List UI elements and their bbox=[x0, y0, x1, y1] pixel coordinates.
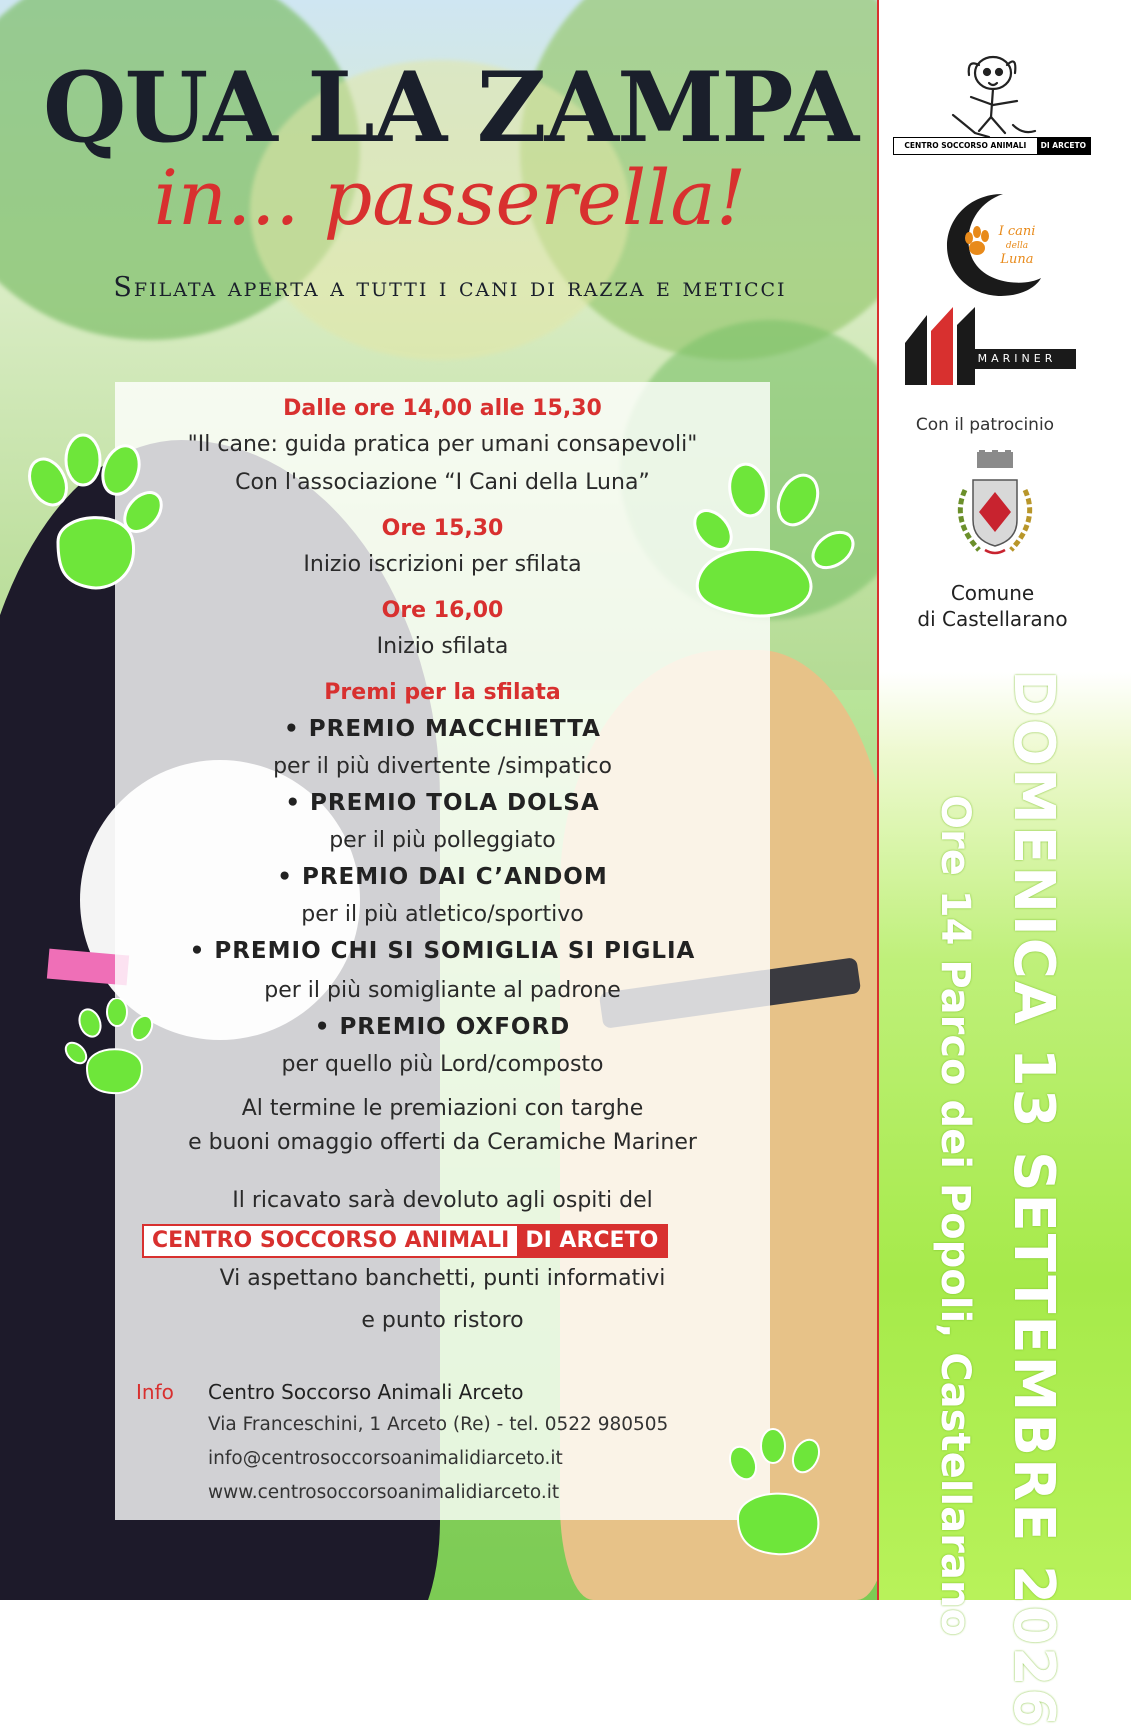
centro-badge-main: CENTRO SOCCORSO ANIMALI bbox=[144, 1226, 517, 1256]
closing-line3: Il ricavato sarà devoluto agli ospiti del bbox=[232, 1188, 653, 1213]
closing-line5: e punto ristoro bbox=[361, 1308, 524, 1333]
prizes-heading: Premi per la sfilata bbox=[324, 680, 561, 705]
poster-subtitle: in... passerella! bbox=[153, 153, 747, 242]
closing-line4: Vi aspettano banchetti, punti informativi bbox=[219, 1266, 666, 1291]
event-place: Ore 14 Parco dei Popoli, Castellarano bbox=[932, 795, 978, 1636]
patrocinio-label: Con il patrocinio bbox=[915, 415, 1055, 435]
prize-desc: per il più somigliante al padrone bbox=[264, 978, 621, 1003]
closing-line1: Al termine le premiazioni con targhe bbox=[241, 1096, 644, 1121]
logo-label-place: DI ARCETO bbox=[1037, 138, 1090, 154]
centro-badge-place: DI ARCETO bbox=[517, 1226, 666, 1256]
poster-tagline: Sfilata aperta a tutti i cani di razza e meticci bbox=[113, 272, 787, 303]
slot3-time: Ore 16,00 bbox=[381, 598, 504, 623]
luna-line3: Luna bbox=[1000, 252, 1034, 267]
luna-line1: I cani bbox=[998, 224, 1036, 239]
slot1-time: Dalle ore 14,00 alle 15,30 bbox=[283, 396, 602, 421]
slot2-line1: Inizio iscrizioni per sfilata bbox=[303, 552, 582, 577]
info-address: Via Franceschini, 1 Arceto (Re) - tel. 0522 980505 bbox=[208, 1414, 669, 1435]
info-label: Info bbox=[136, 1380, 174, 1404]
slot1-line1: "Il cane: guida pratica per umani consapevoli" bbox=[187, 432, 698, 457]
info-website[interactable]: www.centrosoccorsoanimalidiarceto.it bbox=[208, 1482, 560, 1503]
comune-line1: Comune bbox=[950, 581, 1035, 605]
info-name: Centro Soccorso Animali Arceto bbox=[208, 1380, 524, 1404]
centro-soccorso-badge bbox=[142, 1224, 668, 1258]
mariner-logo-icon bbox=[903, 305, 1081, 390]
prize-name: • PREMIO MACCHIETTA bbox=[284, 716, 601, 742]
paw-print-icon bbox=[18, 432, 168, 602]
logo-label-main: CENTRO SOCCORSO ANIMALI bbox=[904, 141, 1027, 150]
comune-line2: di Castellarano bbox=[917, 607, 1068, 631]
prize-name: • PREMIO DAI C’ANDOM bbox=[277, 864, 608, 890]
slot1-line2: Con l'associazione “I Cani della Luna” bbox=[235, 470, 650, 495]
paw-print-icon bbox=[718, 1428, 838, 1558]
luna-logo-text bbox=[987, 225, 1047, 267]
prize-desc: per il più atletico/sportivo bbox=[301, 902, 584, 927]
mariner-logo-label: MARINER bbox=[958, 349, 1076, 369]
info-email[interactable]: info@centrosoccorsoanimalidiarceto.it bbox=[208, 1448, 563, 1469]
closing-line2: e buoni omaggio offerti da Ceramiche Mariner bbox=[188, 1130, 697, 1155]
prize-name: • PREMIO TOLA DOLSA bbox=[285, 790, 600, 816]
event-date: DOMENICA 13 SETTEMBRE 2026 bbox=[1001, 670, 1066, 1729]
prize-name: • PREMIO OXFORD bbox=[314, 1014, 571, 1040]
coat-of-arms-icon bbox=[945, 450, 1045, 560]
prize-desc: per quello più Lord/composto bbox=[281, 1052, 604, 1077]
comune-label bbox=[880, 580, 1105, 632]
program-panel bbox=[115, 382, 770, 1520]
slot3-line1: Inizio sfilata bbox=[376, 634, 509, 659]
prize-desc: per il più polleggiato bbox=[329, 828, 556, 853]
paw-print-icon bbox=[62, 998, 162, 1098]
sidebar-divider bbox=[877, 0, 879, 1600]
prize-name: • PREMIO CHI SI SOMIGLIA SI PIGLIA bbox=[189, 938, 696, 964]
slot2-time: Ore 15,30 bbox=[381, 516, 504, 541]
prize-desc: per il più divertente /simpatico bbox=[273, 754, 612, 779]
centro-soccorso-logo-label bbox=[893, 137, 1091, 155]
paw-print-icon bbox=[688, 460, 858, 630]
luna-line2: della bbox=[1005, 241, 1029, 251]
poster-title: QUA LA ZAMPA bbox=[42, 51, 858, 164]
